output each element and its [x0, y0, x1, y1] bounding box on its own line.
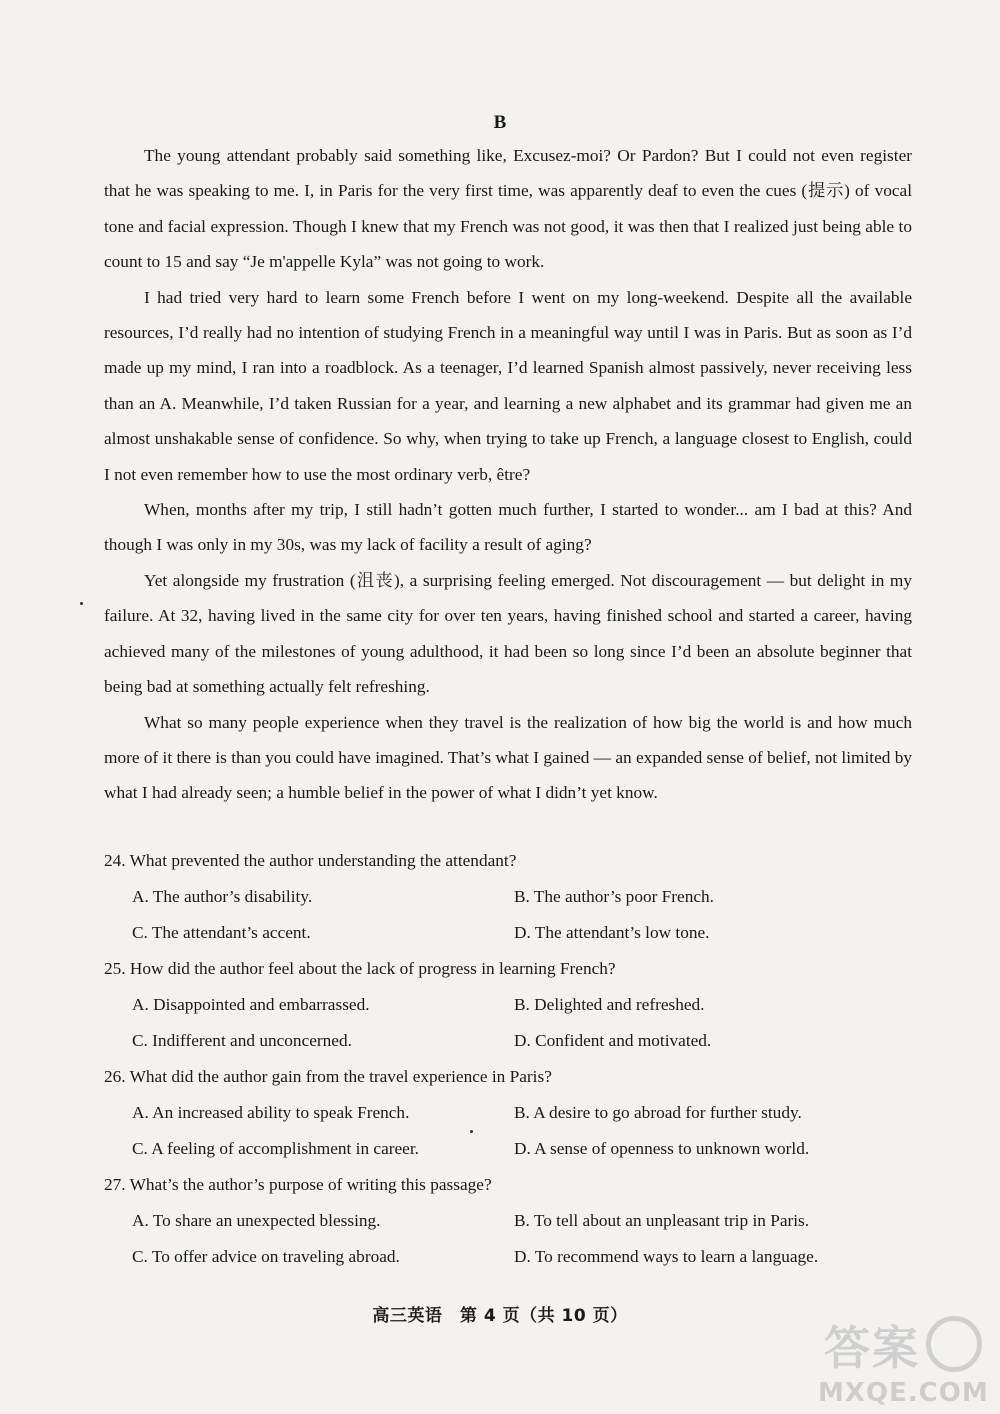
option-d: D. To recommend ways to learn a language.: [514, 1247, 819, 1266]
option-c: C. Indifferent and unconcerned.: [132, 1031, 352, 1050]
option-a: A. The author’s disability.: [132, 887, 313, 906]
question-25: [104, 951, 904, 1059]
watermark-text: 答案: [824, 1321, 920, 1375]
question-stem: 25. How did the author feel about the lack of progress in learning French?: [104, 959, 616, 978]
question-stem: 27. What’s the author’s purpose of writing this passage?: [104, 1175, 492, 1194]
section-heading: B: [493, 112, 507, 133]
option-b: B. The author’s poor French.: [514, 887, 714, 906]
option-a: A. Disappointed and embarrassed.: [132, 995, 370, 1014]
option-c: C. A feeling of accomplishment in career.: [132, 1139, 419, 1158]
option-d: D. Confident and motivated.: [514, 1031, 712, 1050]
question-list: [104, 843, 904, 1275]
page-footer: 高三英语 第 4 页（共 10 页）: [372, 1306, 628, 1326]
question-24: [104, 843, 904, 951]
option-c: C. The attendant’s accent.: [132, 923, 311, 942]
passage-paragraph-2: I had tried very hard to learn some French before I went on my long-weekend. Despite all the available resources, I’d really had no intention of studying French in a meaningful way until I was in Paris. But as soon as I’d made up my mind, I ran into a roadblock. As a teenager, I’d learned Spanish almost passively, never receiving less than an A. Meanwhile, I’d taken Russian for a year, and learning a new alphabet and its grammar had given me an almost unshakable sense of confidence. So why, when trying to take up French, a language closest to English, could I not even remember how to use the most ordinary verb, être?: [104, 287, 912, 484]
watermark-url: MXQE.COM: [818, 1378, 989, 1408]
question-stem: 26. What did the author gain from the travel experience in Paris?: [104, 1067, 552, 1086]
option-b: B. Delighted and refreshed.: [514, 995, 705, 1014]
question-stem: 24. What prevented the author understanding the attendant?: [104, 851, 517, 870]
passage-paragraph-1: The young attendant probably said something like, Excusez-moi? Or Pardon? But I could not even register that he was speaking to me. I, in Paris for the very first time, was apparently deaf to even the cues (提示) of vocal tone and facial expression. Though I knew that my French was not good, it was then that I realized just being able to count to 15 and say “Je m'appelle Kyla” was not going to work.: [104, 146, 912, 272]
option-a: A. An increased ability to speak French.: [132, 1103, 410, 1122]
question-27: [104, 1167, 904, 1275]
option-a: A. To share an unexpected blessing.: [132, 1211, 381, 1230]
question-26: [104, 1059, 904, 1167]
scan-speck: [470, 1130, 473, 1133]
watermark-seal-icon: [926, 1316, 982, 1372]
passage-paragraph-5: What so many people experience when they travel is the realization of how big the world is and how much more of it there is than you could have imagined. That’s what I gained — an expanded sense of belief, not limited by what I had already seen; a humble belief in the power of what I didn’t yet know.: [104, 712, 912, 803]
passage-paragraph-4: Yet alongside my frustration (沮丧), a surprising feeling emerged. Not discouragement — but delight in my failure. At 32, having lived in the same city for over ten years, having finished school and started a career, having achieved many of the milestones of young adulthood, it had been so long since I’d been an absolute beginner that being bad at something actually felt refreshing.: [104, 570, 912, 697]
watermark-logo: [806, 1312, 989, 1408]
option-b: B. To tell about an unpleasant trip in Paris.: [514, 1211, 810, 1230]
option-d: D. The attendant’s low tone.: [514, 923, 710, 942]
option-d: D. A sense of openness to unknown world.: [514, 1139, 810, 1158]
scan-speck: [80, 602, 83, 605]
option-c: C. To offer advice on traveling abroad.: [132, 1247, 400, 1266]
passage-paragraph-3: When, months after my trip, I still hadn’t gotten much further, I started to wonder... am I bad at this? And though I was only in my 30s, was my lack of facility a result of aging?: [104, 500, 912, 555]
option-b: B. A desire to go abroad for further study.: [514, 1103, 802, 1122]
reading-passage: [104, 138, 912, 811]
